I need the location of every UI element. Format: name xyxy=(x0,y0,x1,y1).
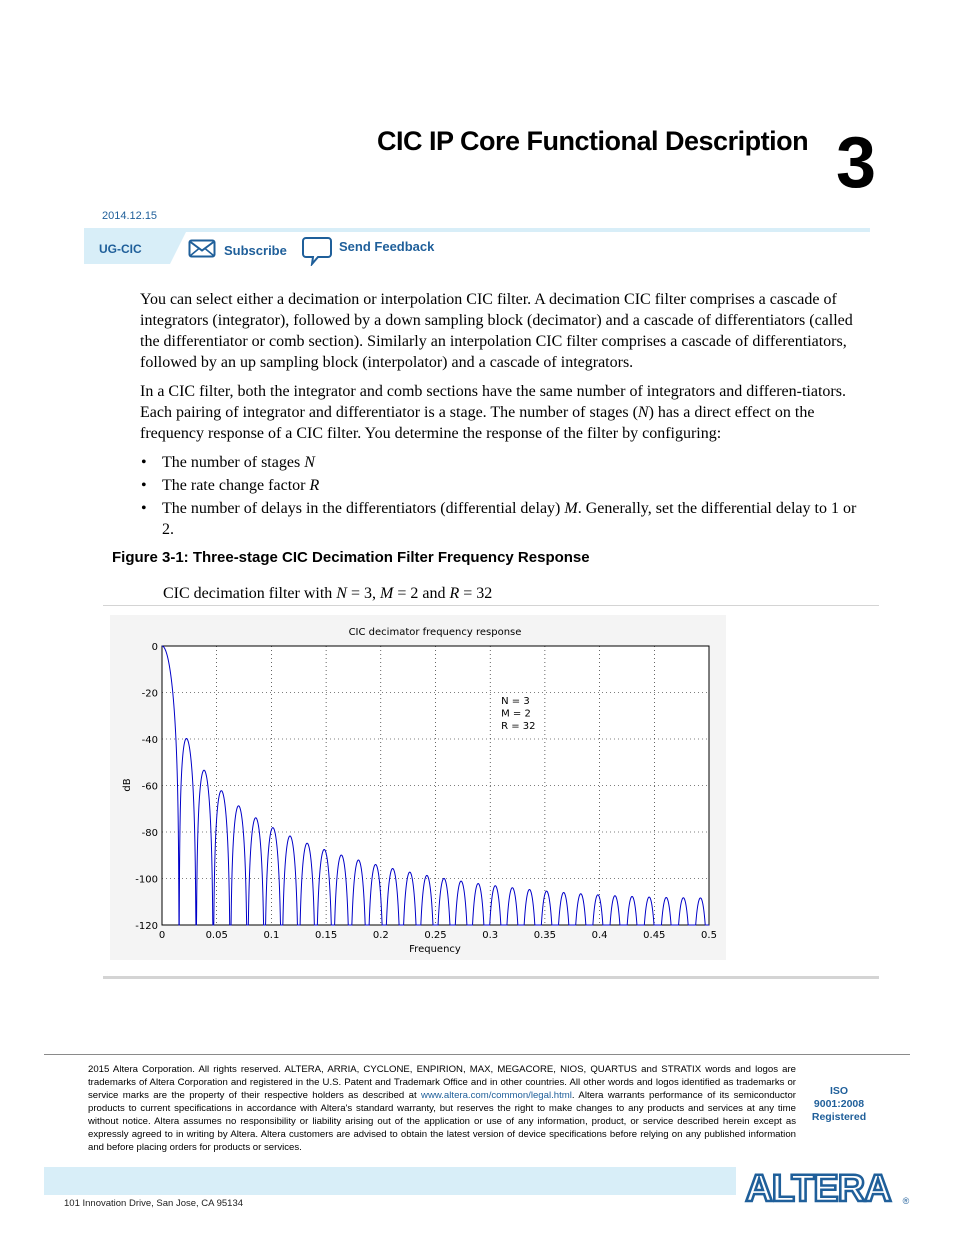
figure-top-rule xyxy=(103,605,879,606)
footer-rule xyxy=(44,1054,910,1055)
y-tick-label: -100 xyxy=(135,874,158,886)
send-feedback-label: Send Feedback xyxy=(339,239,435,254)
iso-badge: ISO 9001:2008 Registered xyxy=(811,1085,867,1123)
y-tick-label: -20 xyxy=(141,688,158,700)
list-item: • The rate change factor R xyxy=(141,477,320,494)
altera-logo xyxy=(736,1164,912,1208)
x-tick-label: 0.5 xyxy=(701,930,717,941)
x-tick-label: 0.05 xyxy=(205,930,228,941)
figure-title: Figure 3-1: Three-stage CIC Decimation Filter Frequency Response xyxy=(112,549,590,566)
header-bar xyxy=(84,228,870,232)
publish-date: 2014.12.15 xyxy=(102,210,158,222)
chart-annotation: M = 2 xyxy=(501,708,531,720)
x-tick-label: 0.35 xyxy=(533,930,557,941)
x-tick-label: 0.1 xyxy=(263,930,280,941)
chart-annotation: N = 3 xyxy=(501,696,530,707)
logo-wordmark: ALTERA xyxy=(745,1168,891,1208)
y-tick-label: 0 xyxy=(151,642,158,653)
y-tick-label: -60 xyxy=(141,781,158,793)
y-axis-label: dB xyxy=(122,778,133,792)
chapter-number: 3 xyxy=(836,123,877,203)
x-tick-label: 0.15 xyxy=(314,930,338,941)
chart-title: CIC decimator frequency response xyxy=(348,627,522,638)
x-tick-label: 0.45 xyxy=(643,930,666,941)
x-axis-label: Frequency xyxy=(409,944,461,955)
registered-mark: ® xyxy=(902,1196,910,1206)
figure-caption: CIC decimation filter with N = 3, M = 2 and R = 32 xyxy=(163,585,493,602)
legal-notice: 2015 Altera Corporation. All rights reserved. ALTERA, ARRIA, CYCLONE, ENPIRION, MAX, MEGACORE, NIOS, QUARTUS and STRATIX words and logos are trademarks of Altera Corporation and registered in the U.S. Patent and Trademark Office and in other countries. All other words and logos identified as trademarks or service marks are the property of their respective holders as described at www.altera.com/common/legal.html. Altera warrants performance of its semiconductor products to current specifications in accordance with Altera's standard warranty, but reserves the right to make changes to any products and services at any time without notice. Altera assumes no responsibility or liability arising out of the application or use of any information, product, or service described herein except as expressly agreed to in writing by Altera. Altera customers are advised to obtain the latest version of device specifications before relying on any published information and before placing orders for products or services. xyxy=(88,1064,796,1153)
legal-link[interactable]: www.altera.com/common/legal.html xyxy=(421,1090,572,1101)
x-tick-label: 0.4 xyxy=(591,930,608,941)
x-tick-label: 0.2 xyxy=(372,930,389,941)
paragraph-2: In a CIC filter, both the integrator and comb sections have the same number of integrators and differen-tiators. Each pairing of integrator and differentiator is a stage. The number of stages (N) has a direct effect on the frequency response of a CIC filter. You determine the response of the filter by configuring: xyxy=(140,383,846,442)
list-item: • The number of stages N xyxy=(141,454,315,471)
figure-bottom-rule xyxy=(103,976,879,979)
y-tick-label: -120 xyxy=(135,921,158,932)
envelope-icon xyxy=(188,238,216,260)
speech-bubble-icon xyxy=(302,236,332,266)
x-tick-label: 0 xyxy=(158,930,166,941)
page-title: CIC IP Core Functional Description xyxy=(377,126,809,156)
y-tick-label: -80 xyxy=(141,828,158,839)
y-tick-label: -40 xyxy=(141,735,158,746)
list-item: • The number of delays in the differentiators (differential delay) M. Generally, set the differential delay to 1 or 2. xyxy=(141,500,857,538)
frequency-response-chart xyxy=(110,615,726,960)
chart-annotation: R = 32 xyxy=(501,721,536,732)
company-address: 101 Innovation Drive, San Jose, CA 95134 xyxy=(64,1198,244,1209)
x-tick-label: 0.25 xyxy=(424,930,447,941)
doc-id: UG-CIC xyxy=(99,242,142,256)
send-feedback-link[interactable] xyxy=(302,236,442,266)
paragraph-1: You can select either a decimation or interpolation CIC filter. A decimation CIC filter comprises a cascade of integrators (integrator), followed by a down sampling block (decimator) and a cascade of differentiators (called the differentiator or comb section). Similarly an interpolation CIC filter comprises a cascade of differentiators, followed by an up sampling block (interpolator) and a cascade of integrators. xyxy=(140,291,853,371)
config-bullet-list xyxy=(140,452,870,542)
subscribe-label: Subscribe xyxy=(224,243,287,258)
subscribe-link[interactable] xyxy=(188,238,288,260)
x-tick-label: 0.3 xyxy=(482,930,499,941)
doc-id-tab-slant xyxy=(170,232,186,264)
